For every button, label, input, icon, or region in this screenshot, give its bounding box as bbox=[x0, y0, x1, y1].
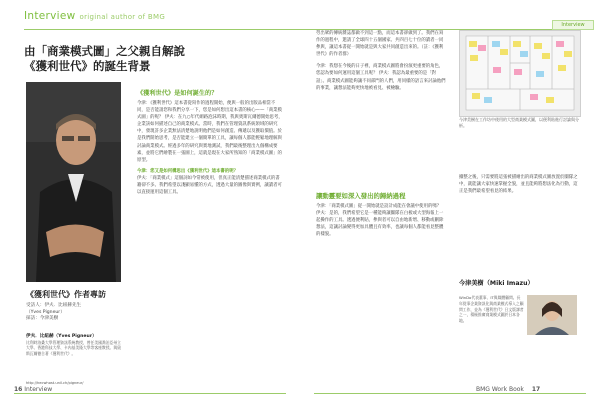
author-url[interactable]: http://hecwhost.unil.ch/pigneur/ bbox=[26, 381, 84, 385]
section-tag: Interview bbox=[552, 20, 594, 30]
article-title bbox=[24, 44, 284, 74]
author-bio-text: 比利時洛桑大學管理資訊系統教授，曾任美國喬治亞州立大學、香港科技大學、卡內基美隆大學等客座教授。與奧斯瓦爾德合著《獲利世代》。 bbox=[26, 339, 121, 356]
interviewee: 受訪人：伊夫．比紐赫先生 bbox=[26, 303, 82, 308]
column-2-body: 今津：《獲利世代》這本書從寫作的過程開始，便與一般的出版品相當不同，是否能請您和我們分享一下，您是如何想出這本書的核心——「商業模式圖」的呢？ 伊夫：在九○年代網路泡沫時期，我與奧斯瓦爾德開始思考，企業該如何描述自己的商業模式。當時，我們在管理資訊系統領域的研究中，發現許多企業無法清楚地說明他們是如何創造、傳遞以及獲取價值。於是我們開始思考，是否能建立一個簡單的工具，讓每個人都能輕鬆地理解與討論商業模式。經過多年的研究與實地測試，我們最後整理出九個構成要素，並將它們繪製在一張圖上，這就是現在大家所熟知的「商業模式圖」的原型。 bbox=[137, 101, 283, 163]
column-3-body: 勞出眾的傳統雜誌都做不到這一點，而這本書卻做到了。我們在寫作的過程中，邀請了全球四十五個國家、共四百七十位的讀者一同參與，讓這本書從一開始就是與大家共同創造出來的。（註：《獲利世代》的作者群） bbox=[316, 31, 444, 58]
footer-right bbox=[476, 386, 540, 393]
column-2-text bbox=[137, 100, 283, 196]
question-2-inline: 今津：您又是如何構思出《獲利世代》這本書的呢？ bbox=[137, 168, 238, 174]
interviewer: 採訪：今津美樹 bbox=[26, 316, 59, 322]
interviewee-en: （Yves Pigneur） bbox=[26, 309, 65, 315]
interviewer-bio: WinDo代表董事、IT與媒體顧問。長年從事企業資訊化與商業模式導入之顧問工作，並為《獲利世代》日文版譯者之一，積極推廣商業模式圖於日本各地。 bbox=[459, 295, 524, 324]
page-number-right: 17 bbox=[531, 386, 541, 393]
footer-right-label: BMG Work Book bbox=[476, 386, 524, 393]
column-3-text-b: 今津：「商業模式圖」從一開始就是設計成能在會議中使用的嗎？ 伊夫：是的，我們希望它是一種能夠讓團隊在白板或大型海報上一起操作的工具。透過便利貼，參與者可以自由地新增、移動或刪除想法，這讓討論變得更加具體且有效率，也讓每個人都能看見整體的樣貌。 bbox=[316, 204, 444, 238]
column-4-text: 據整之後，只需要將這張被描繪出的商業模式圖放置於團隊之中，就能讓大家快速掌握全貌，並且能夠將想法化為行動，這正是我們最希望看見的結果。 bbox=[459, 175, 578, 195]
interviewer-photo bbox=[527, 295, 577, 335]
column-2-body-b: 伊夫：「商業模式」這個詞如今常被使用，但真正能清楚描述商業模式的書籍卻不多。我們希望以淺顯易懂的方式，透過大量的圖像與實例，讓讀者可以直接運用這個工具。 bbox=[137, 175, 282, 196]
workshop-photo bbox=[459, 30, 581, 117]
footer-line-left bbox=[14, 393, 286, 394]
page-number-left: 16 bbox=[14, 386, 23, 393]
title-line-2: 《獲利世代》的誕生背景 bbox=[24, 59, 151, 73]
author-bio bbox=[26, 334, 124, 356]
column-3-question: 今津：我想在今後的日子裡，商業模式圖將會扮演更重要的角色，您認為要如何運用這個工具呢？ 伊夫：我認為最重要的是「對話」。商業模式圖能夠讓不同部門的人們，用同樣的語言來討論他們的事業，讓想法能夠更快地被看見、被檢驗。 bbox=[316, 64, 446, 91]
footer-line-right bbox=[314, 393, 586, 394]
footer-left bbox=[14, 386, 52, 393]
header-title: Interview bbox=[24, 10, 76, 22]
header-subtitle: original author of BMG bbox=[79, 13, 166, 21]
footer-left-label: Interview bbox=[24, 386, 53, 393]
interviewer-name: 今津美樹（Miki Imazu） bbox=[459, 280, 534, 287]
title-line-1: 由「商業模式圖」之父親自解說 bbox=[24, 44, 185, 58]
workshop-caption: 今津美樹在工作坊中使用的大型商業模式圖，以便利貼進行討論與分析。 bbox=[459, 117, 579, 128]
section-header bbox=[24, 10, 165, 22]
section-2-heading: 讓動靈要如深入發出的歸納過程 bbox=[316, 192, 406, 200]
caption-credits bbox=[26, 303, 121, 323]
author-bio-heading: 伊夫．比紐赫（Yves Pigneur） bbox=[26, 334, 97, 339]
author-photo bbox=[26, 82, 121, 282]
column-3-text bbox=[316, 30, 446, 92]
question-1-heading: 《獲利世代》是如何誕生的？ bbox=[137, 90, 218, 97]
caption-title: 《獲利世代》作者專訪 bbox=[26, 290, 106, 299]
